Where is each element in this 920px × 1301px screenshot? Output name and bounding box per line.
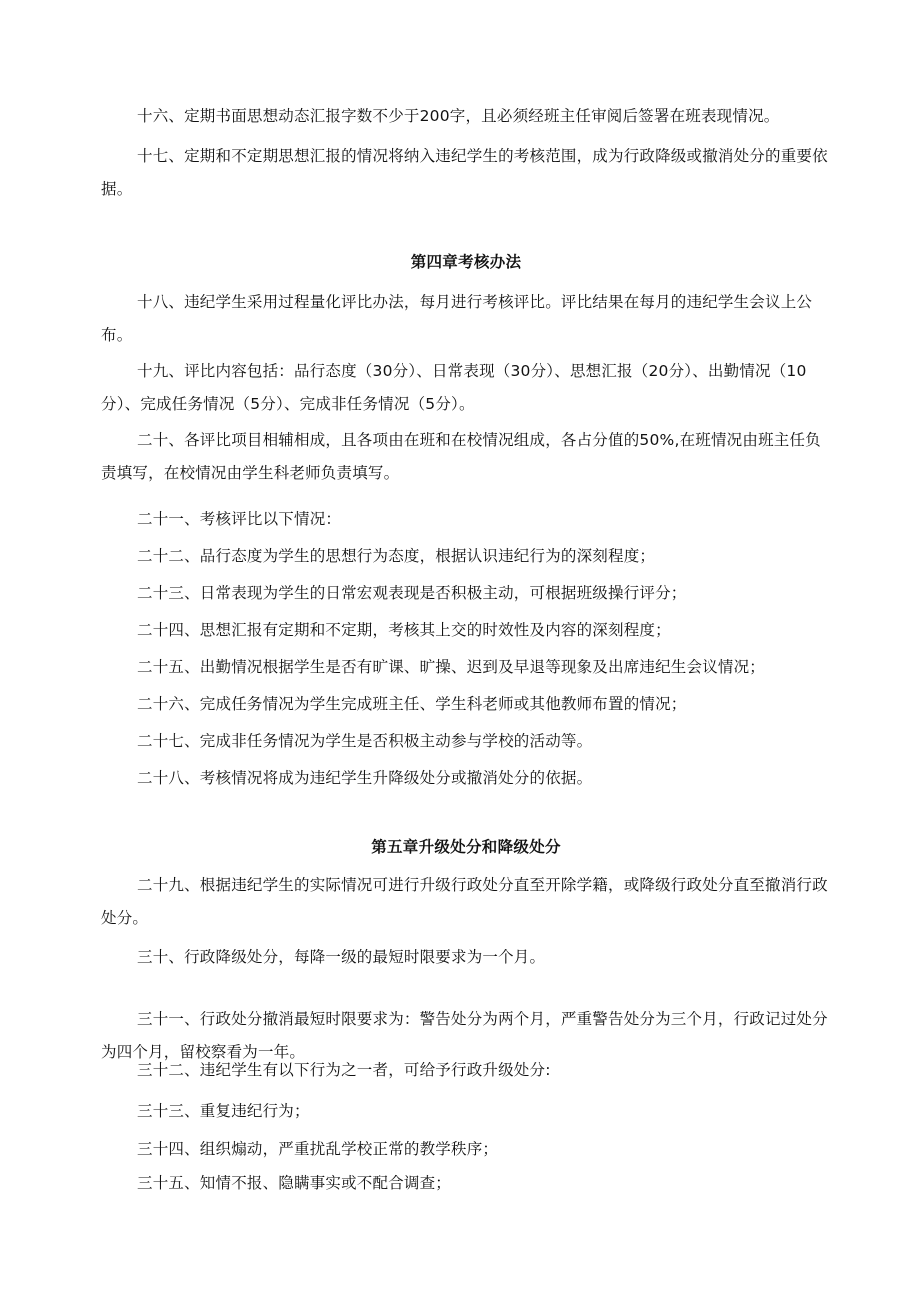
- paragraph-22: 二十二、品行态度为学生的思想行为态度，根据认识违纪行为的深刻程度；: [137, 547, 656, 565]
- paragraph-34: 三十四、组织煽动，严重扰乱学校正常的教学秩序；: [137, 1140, 499, 1158]
- paragraph-18: 十八、违纪学生采用过程量化评比办法，每月进行考核评比。评比结果在每月的违纪学生会议上公布。: [101, 293, 813, 344]
- chapter-5-heading: 第五章升级处分和降级处分: [371, 838, 561, 856]
- paragraph-28: 二十八、考核情况将成为违纪学生升降级处分或撤消处分的依据。: [137, 769, 593, 787]
- paragraph-20: 二十、各评比项目相辅相成，且各项由在班和在校情况组成，各占分值的50%,在班情况由班主任负责填写，在校情况由学生科老师负责填写。: [101, 431, 821, 482]
- paragraph-31: 三十一、行政处分撤消最短时限要求为：警告处分为两个月，严重警告处分为三个月，行政记过处分为四个月，留校察看为一年。: [101, 1010, 828, 1061]
- paragraph-21: 二十一、考核评比以下情况：: [137, 510, 342, 528]
- paragraph-23: 二十三、日常表现为学生的日常宏观表现是否积极主动，可根据班级操行评分；: [137, 584, 687, 602]
- paragraph-35: 三十五、知情不报、隐瞒事实或不配合调查；: [137, 1174, 452, 1192]
- paragraph-26: 二十六、完成任务情况为学生完成班主任、学生科老师或其他教师布置的情况；: [137, 695, 687, 713]
- paragraph-16: 十六、定期书面思想动态汇报字数不少于200字，且必须经班主任审阅后签署在班表现情况。: [137, 107, 780, 125]
- paragraph-29: 二十九、根据违纪学生的实际情况可进行升级行政处分直至开除学籍，或降级行政处分直至撤消行政处分。: [101, 876, 828, 927]
- paragraph-24: 二十四、思想汇报有定期和不定期，考核其上交的时效性及内容的深刻程度；: [137, 621, 671, 639]
- chapter-4-heading: 第四章考核办法: [410, 253, 522, 271]
- paragraph-33: 三十三、重复违纪行为；: [137, 1102, 310, 1120]
- paragraph-27: 二十七、完成非任务情况为学生是否积极主动参与学校的活动等。: [137, 732, 593, 750]
- paragraph-19: 十九、评比内容包括：品行态度（30分）、日常表现（30分）、思想汇报（20分）、出勤情况（10分）、完成任务情况（5分）、完成非任务情况（5分）。: [101, 362, 807, 413]
- paragraph-25: 二十五、出勤情况根据学生是否有旷课、旷操、迟到及早退等现象及出席违纪生会议情况；: [137, 658, 766, 676]
- paragraph-30: 三十、行政降级处分，每降一级的最短时限要求为一个月。: [137, 948, 546, 966]
- paragraph-32: 三十二、违纪学生有以下行为之一者，可给予行政升级处分:: [137, 1061, 551, 1079]
- paragraph-17: 十七、定期和不定期思想汇报的情况将纳入违纪学生的考核范围，成为行政降级或撤消处分的重要依据。: [101, 147, 828, 198]
